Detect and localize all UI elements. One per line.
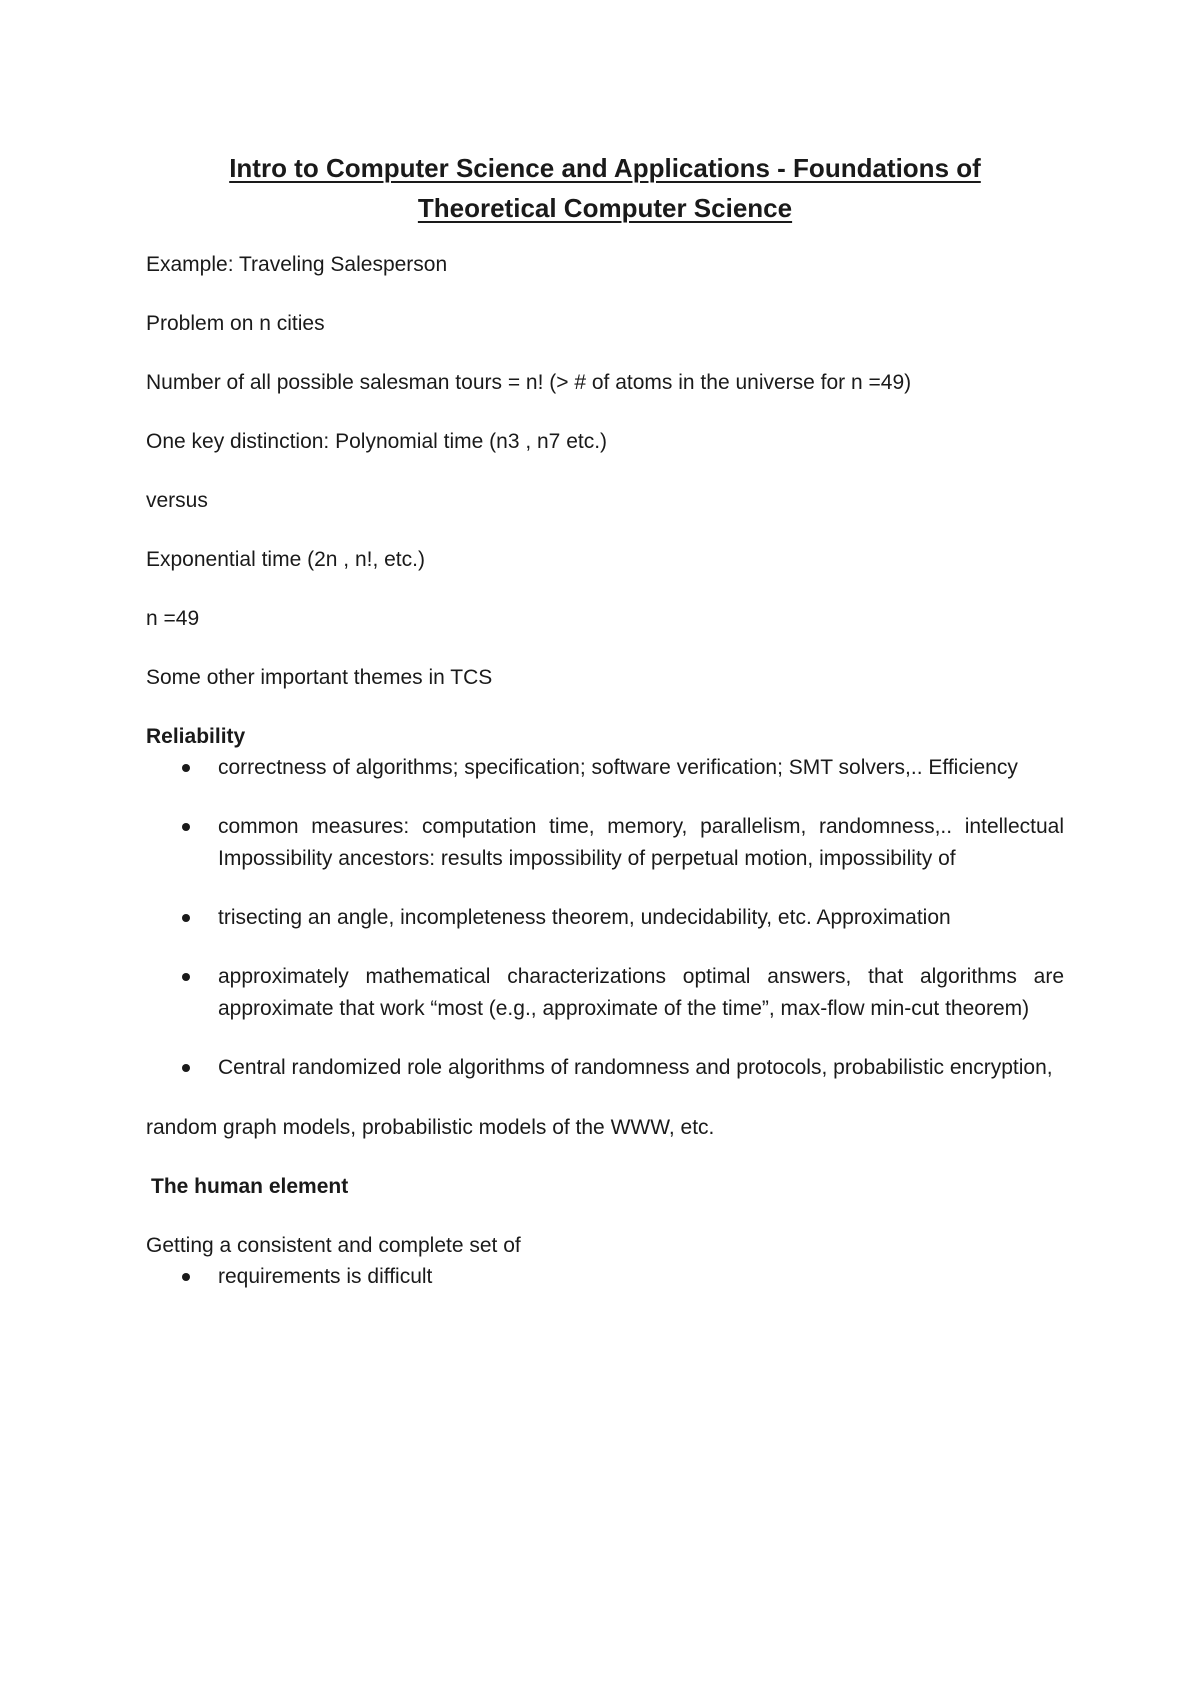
list-item: [146, 1261, 1064, 1293]
list-item-text: approximately mathematical characterizations optimal answers, that algorithms are approximate that work “most (e.g., approximate of the time”, max-flow min-cut theorem): [218, 965, 1064, 1020]
list-item: [146, 811, 1064, 875]
paragraph-random-graph-models: random graph models, probabilistic models of the WWW, etc.: [146, 1116, 715, 1139]
heading-reliability: Reliability: [146, 725, 246, 748]
list-item-text: trisecting an angle, incompleteness theorem, undecidability, etc. Approximation: [218, 906, 951, 929]
bullet-icon: [182, 914, 190, 922]
title-line-1: Intro to Computer Science and Applications - Foundations of: [229, 153, 981, 183]
bullet-list-human-element: [146, 1261, 1064, 1293]
paragraph-example: Example: Traveling Salesperson: [146, 253, 448, 276]
list-item-text: Central randomized role algorithms of randomness and protocols, probabilistic encryption,: [218, 1056, 1053, 1079]
list-item: [146, 961, 1064, 1025]
paragraph-consistent-set: Getting a consistent and complete set of: [146, 1234, 521, 1257]
bullet-icon: [182, 764, 190, 772]
paragraph-other-themes: Some other important themes in TCS: [146, 666, 493, 689]
paragraph-exponential-time: Exponential time (2n , n!, etc.): [146, 548, 425, 571]
paragraph-n-49: n =49: [146, 607, 200, 630]
bullet-icon: [182, 823, 190, 831]
paragraph-number-of-tours: Number of all possible salesman tours = n! (> # of atoms in the universe for n =49): [146, 371, 912, 394]
bullet-icon: [182, 1273, 190, 1281]
bullet-list-reliability: [146, 752, 1064, 1084]
list-item: [146, 1052, 1064, 1084]
document-title: [146, 148, 1064, 228]
list-item-text: requirements is difficult: [218, 1265, 433, 1288]
title-line-2: Theoretical Computer Science: [417, 193, 793, 223]
list-item-text: correctness of algorithms; specification; software verification; SMT solvers,.. Efficiency: [218, 756, 1018, 779]
bullet-icon: [182, 973, 190, 981]
paragraph-versus: versus: [146, 489, 208, 512]
list-item-text: common measures: computation time, memory, parallelism, randomness,.. intellectual Impossibility ancestors: results impossibility of perpetual motion, impossibility of: [218, 815, 1064, 870]
list-item: [146, 752, 1064, 784]
bullet-icon: [182, 1064, 190, 1072]
paragraph-key-distinction: One key distinction: Polynomial time (n3 , n7 etc.): [146, 430, 608, 453]
paragraph-problem: Problem on n cities: [146, 312, 325, 335]
heading-human-element: The human element: [151, 1175, 349, 1198]
list-item: [146, 902, 1064, 934]
